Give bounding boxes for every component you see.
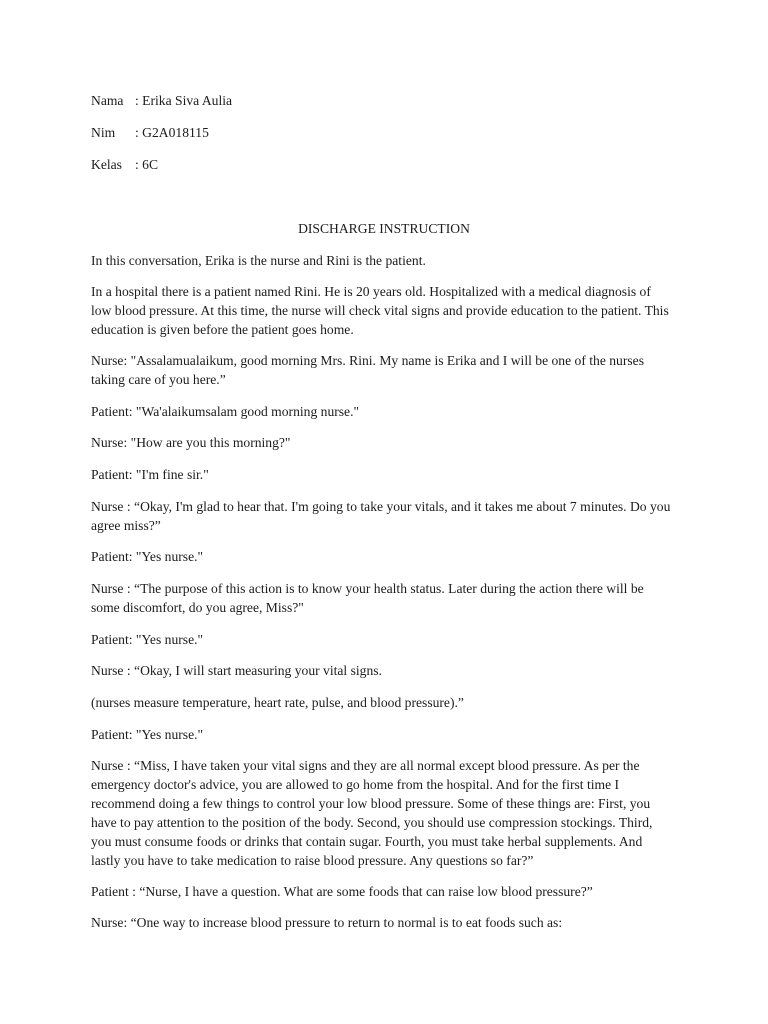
intro-paragraph: In this conversation, Erika is the nurse and Rini is the patient. — [91, 253, 426, 268]
dialogue-line: Patient: "Wa'alaikumsalam good morning nurse." — [91, 404, 360, 419]
dialogue-line: Nurse : “Okay, I will start measuring your vital signs. — [91, 663, 382, 678]
name-row — [91, 91, 232, 110]
dialogue-line: Nurse : “Okay, I'm glad to hear that. I'm going to take your vitals, and it takes me about 7 minutes. Do you agree miss?” — [91, 499, 671, 533]
dialogue-line: Patient: "Yes nurse." — [91, 632, 204, 647]
kelas-row — [91, 155, 158, 174]
dialogue-line: Patient: "Yes nurse." — [91, 727, 204, 742]
context-paragraph: In a hospital there is a patient named Rini. He is 20 years old. Hospitalized with a medical diagnosis of low blood pressure. At this time, the nurse will check vital signs and provide education to the patient. This education is given before the patient goes home. — [91, 284, 669, 337]
dialogue-line: Nurse : “Miss, I have taken your vital signs and they are all normal except blood pressure. As per the emergency doctor's advice, you are allowed to go home from the hospital. And for the first time I recommend doing a few things to control your low blood pressure. Some of these things are: First, you have to pay attention to the position of the body. Second, you should use compression stockings. Third, you must consume foods or drinks that contain sugar. Fourth, you must take herbal supplements. And lastly you have to take medication to raise blood pressure. Any questions so far?” — [91, 758, 653, 868]
nim-row — [91, 123, 209, 142]
dialogue-line: Nurse : “The purpose of this action is to know your health status. Later during the action there will be some discomfort, do you agree, Miss?" — [91, 581, 644, 615]
nim-value: : G2A018115 — [135, 125, 209, 140]
nim-label: Nim — [91, 125, 116, 140]
name-label: Nama — [91, 93, 124, 108]
dialogue-line: Patient: "I'm fine sir." — [91, 467, 209, 482]
dialogue-line: Nurse: "How are you this morning?" — [91, 435, 291, 450]
dialogue-line: Patient: "Yes nurse." — [91, 549, 204, 564]
kelas-value: : 6C — [135, 157, 159, 172]
kelas-label: Kelas — [91, 157, 122, 172]
dialogue-line: Nurse: “One way to increase blood pressure to return to normal is to eat foods such as: — [91, 915, 563, 930]
dialogue-line: Nurse: "Assalamualaikum, good morning Mrs. Rini. My name is Erika and I will be one of the nurses taking care of you here.” — [91, 353, 644, 387]
document-title: DISCHARGE INSTRUCTION — [298, 221, 470, 236]
dialogue-line: Patient : “Nurse, I have a question. What are some foods that can raise low blood pressure?” — [91, 884, 593, 899]
name-value: : Erika Siva Aulia — [135, 93, 233, 108]
dialogue-line: (nurses measure temperature, heart rate, pulse, and blood pressure).” — [91, 695, 464, 710]
